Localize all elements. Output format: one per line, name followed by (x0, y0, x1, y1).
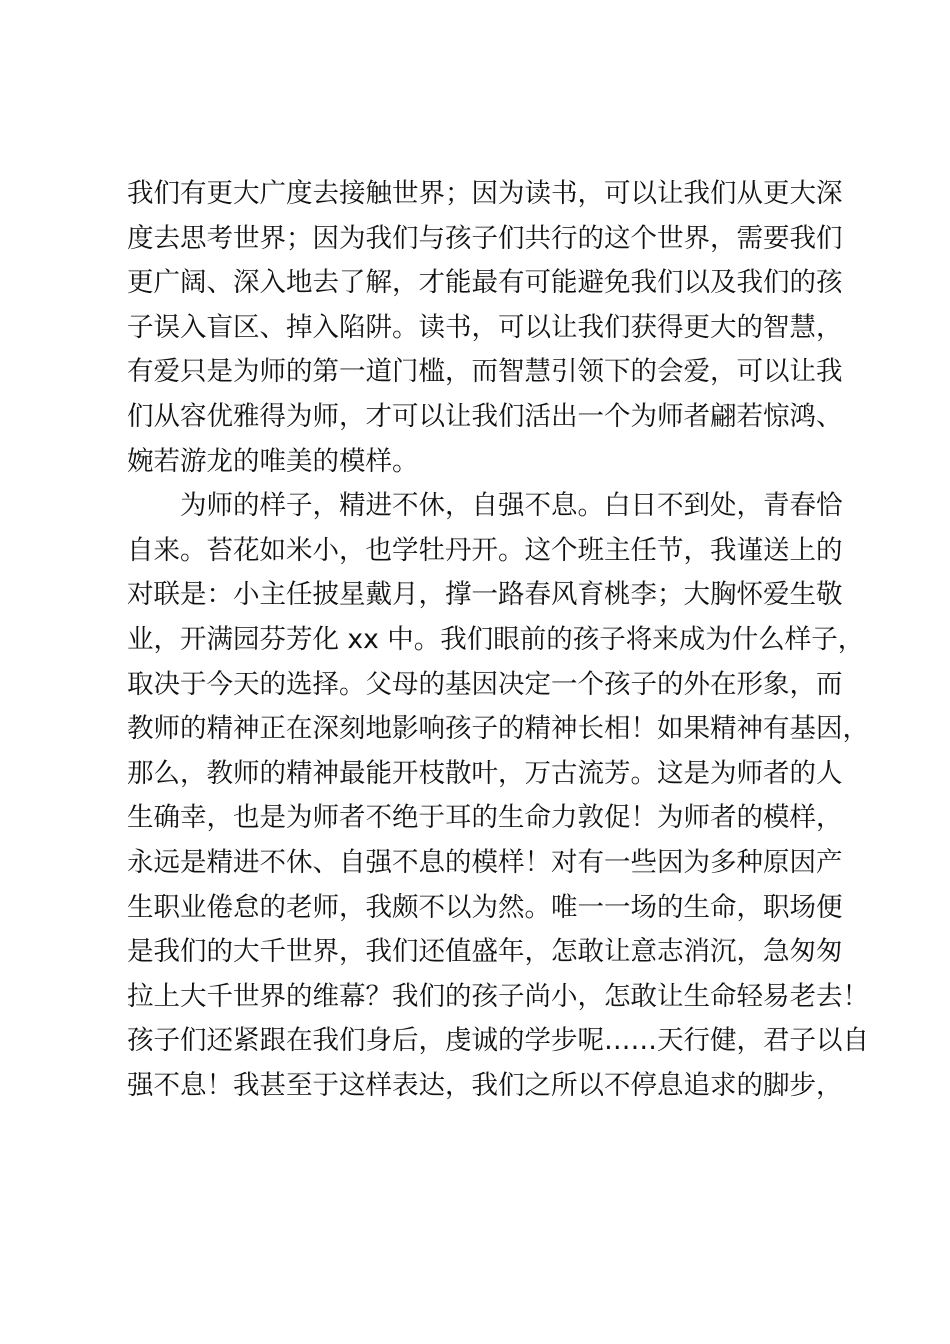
paragraph-line: 更广阔、深入地去了解，才能最有可能避免我们以及我们的孩 (127, 267, 843, 299)
paragraph-line: 教师的精神正在深刻地影响孩子的精神长相！如果精神有基因， (127, 713, 869, 745)
paragraph-line: 生职业倦怠的老师，我颇不以为然。唯一一场的生命，职场便 (127, 891, 843, 923)
paragraph-line: 子误入盲区、掉入陷阱。读书，可以让我们获得更大的智慧， (127, 311, 843, 343)
paragraph-line: 强不息！我甚至于这样表达，我们之所以不停息追求的脚步， (127, 1069, 843, 1101)
paragraph-line: 取决于今天的选择。父母的基因决定一个孩子的外在形象，而 (127, 668, 843, 700)
body-text (127, 172, 867, 1108)
paragraph-2 (127, 484, 867, 1108)
paragraph-line: 那么，教师的精神最能开枝散叶，万古流芳。这是为师者的人 (127, 757, 843, 789)
paragraph-line: 为师的样子，精进不休，自强不息。白日不到处，青春恰 (180, 490, 843, 522)
paragraph-line: 婉若游龙的唯美的模样。 (127, 445, 419, 477)
paragraph-line: 自来。苔花如米小，也学牡丹开。这个班主任节，我谨送上的 (127, 534, 843, 566)
paragraph-line: 孩子们还紧跟在我们身后，虔诚的学步呢……天行健，君子以自 (127, 1025, 869, 1057)
paragraph-line: 度去思考世界；因为我们与孩子们共行的这个世界，需要我们 (127, 222, 843, 254)
paragraph-1 (127, 172, 867, 484)
paragraph-line: 生确幸，也是为师者不绝于耳的生命力敦促！为师者的模样， (127, 802, 843, 834)
paragraph-line: 是我们的大千世界，我们还值盛年，怎敢让意志消沉，急匆匆 (127, 936, 843, 968)
paragraph-line: 我们有更大广度去接触世界；因为读书，可以让我们从更大深 (127, 178, 843, 209)
paragraph-line: 拉上大千世界的维幕？我们的孩子尚小，怎敢让生命轻易老去！ (127, 980, 869, 1012)
paragraph-line: 有爱只是为师的第一道门槛，而智慧引领下的会爱，可以让我 (127, 356, 843, 388)
paragraph-line: 们从容优雅得为师，才可以让我们活出一个为师者翩若惊鸿、 (127, 400, 843, 432)
paragraph-line: 业，开满园芬芳化 xx 中。我们眼前的孩子将来成为什么样子， (127, 623, 865, 655)
paragraph-line: 永远是精进不休、自强不息的模样！对有一些因为多种原因产 (127, 846, 843, 878)
paragraph-line: 对联是：小主任披星戴月，撑一路春风育桃李；大胸怀爱生敬 (127, 579, 843, 611)
